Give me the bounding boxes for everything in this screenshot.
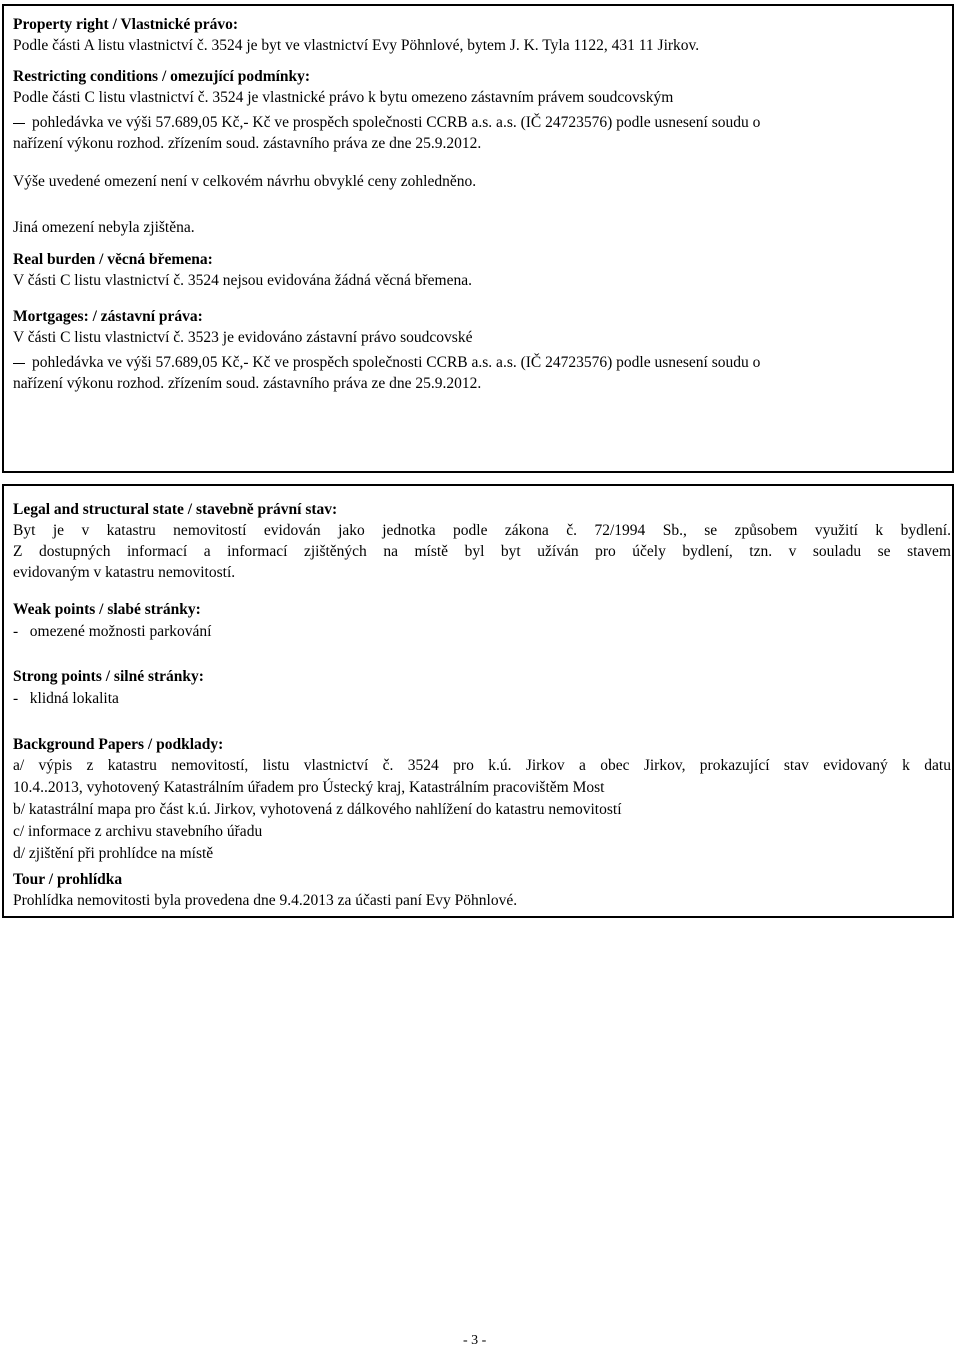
legal-state-line-1: Byt je v katastru nemovitostí evidován jako jednotka podle zákona č. 72/1994 Sb., se způsobem využití k bydlení. (13, 522, 951, 539)
strong-points-heading: Strong points / silné stránky: (13, 668, 204, 685)
page-number: - 3 - (463, 1333, 487, 1348)
background-line-3: b/ katastrální mapa pro část k.ú. Jirkov, vyhotovená z dálkového nahlížení do katastru nemovitostí (13, 801, 622, 818)
restricting-line-3: nařízení výkonu rozhod. zřízením soud. zástavního práva ze dne 25.9.2012. (13, 135, 482, 152)
legal-state-line-2: Z dostupných informací a informací zjištěných na místě byl byt užíván pro účely bydlení, tzn. v souladu se stavem (13, 543, 951, 560)
legal-state-line-3: evidovaným v katastru nemovitostí. (13, 564, 236, 581)
mortgages-heading: Mortgages: / zástavní práva: (13, 308, 203, 325)
ownership-section (2, 4, 954, 473)
mortgages-line-3: nařízení výkonu rozhod. zřízením soud. zástavního práva ze dne 25.9.2012. (13, 375, 482, 392)
real-burden-text: V části C listu vlastnictví č. 3524 nejsou evidována žádná věcná břemena. (13, 272, 472, 289)
restricting-line-2: pohledávka ve výši 57.689,05 Kč,- Kč ve prospěch společnosti CCRB a.s. a.s. (IČ 24723576) podle usnesení soudu o (32, 114, 761, 131)
mortgages-line-1: V části C listu vlastnictví č. 3523 je evidováno zástavní právo soudcovské (13, 329, 473, 346)
background-line-4: c/ informace z archivu stavebního úřadu (13, 823, 263, 840)
mortgages-dash (13, 363, 25, 364)
restricting-heading: Restricting conditions / omezující podmínky: (13, 68, 311, 85)
restricting-dash (13, 123, 25, 124)
background-line-1: a/ výpis z katastru nemovitostí, listu vlastnictví č. 3524 pro k.ú. Jirkov a obec Jirkov, prokazující stav evidovaný k datu (13, 757, 951, 774)
background-heading: Background Papers / podklady: (13, 736, 224, 753)
details-section (2, 484, 954, 918)
restricting-note-1: Výše uvedené omezení není v celkovém návrhu obvyklé ceny zohledněno. (13, 173, 477, 190)
tour-heading: Tour / prohlídka (13, 871, 123, 888)
weak-points-heading: Weak points / slabé stránky: (13, 601, 201, 618)
weak-points-item: - omezené možnosti parkování (13, 623, 212, 640)
tour-text: Prohlídka nemovitosti byla provedena dne 9.4.2013 za účasti paní Evy Pöhnlové. (13, 892, 518, 909)
legal-state-heading: Legal and structural state / stavebně právní stav: (13, 501, 338, 518)
mortgages-line-2: pohledávka ve výši 57.689,05 Kč,- Kč ve prospěch společnosti CCRB a.s. a.s. (IČ 24723576) podle usnesení soudu o (32, 354, 761, 371)
restricting-line-1: Podle části C listu vlastnictví č. 3524 je vlastnické právo k bytu omezeno zástavním právem soudcovským (13, 89, 674, 106)
property-right-text: Podle části A listu vlastnictví č. 3524 je byt ve vlastnictví Evy Pöhnlové, bytem J. K. Tyla 1122, 431 11 Jirkov. (13, 37, 700, 54)
strong-points-item: - klidná lokalita (13, 690, 119, 707)
restricting-note-2: Jiná omezení nebyla zjištěna. (13, 219, 195, 236)
background-line-2: 10.4..2013, vyhotovený Katastrálním úřadem pro Ústecký kraj, Katastrálním pracovištěm Most (13, 779, 605, 796)
real-burden-heading: Real burden / věcná břemena: (13, 251, 213, 268)
background-line-5: d/ zjištění při prohlídce na místě (13, 845, 214, 862)
property-right-heading: Property right / Vlastnické právo: (13, 16, 239, 33)
